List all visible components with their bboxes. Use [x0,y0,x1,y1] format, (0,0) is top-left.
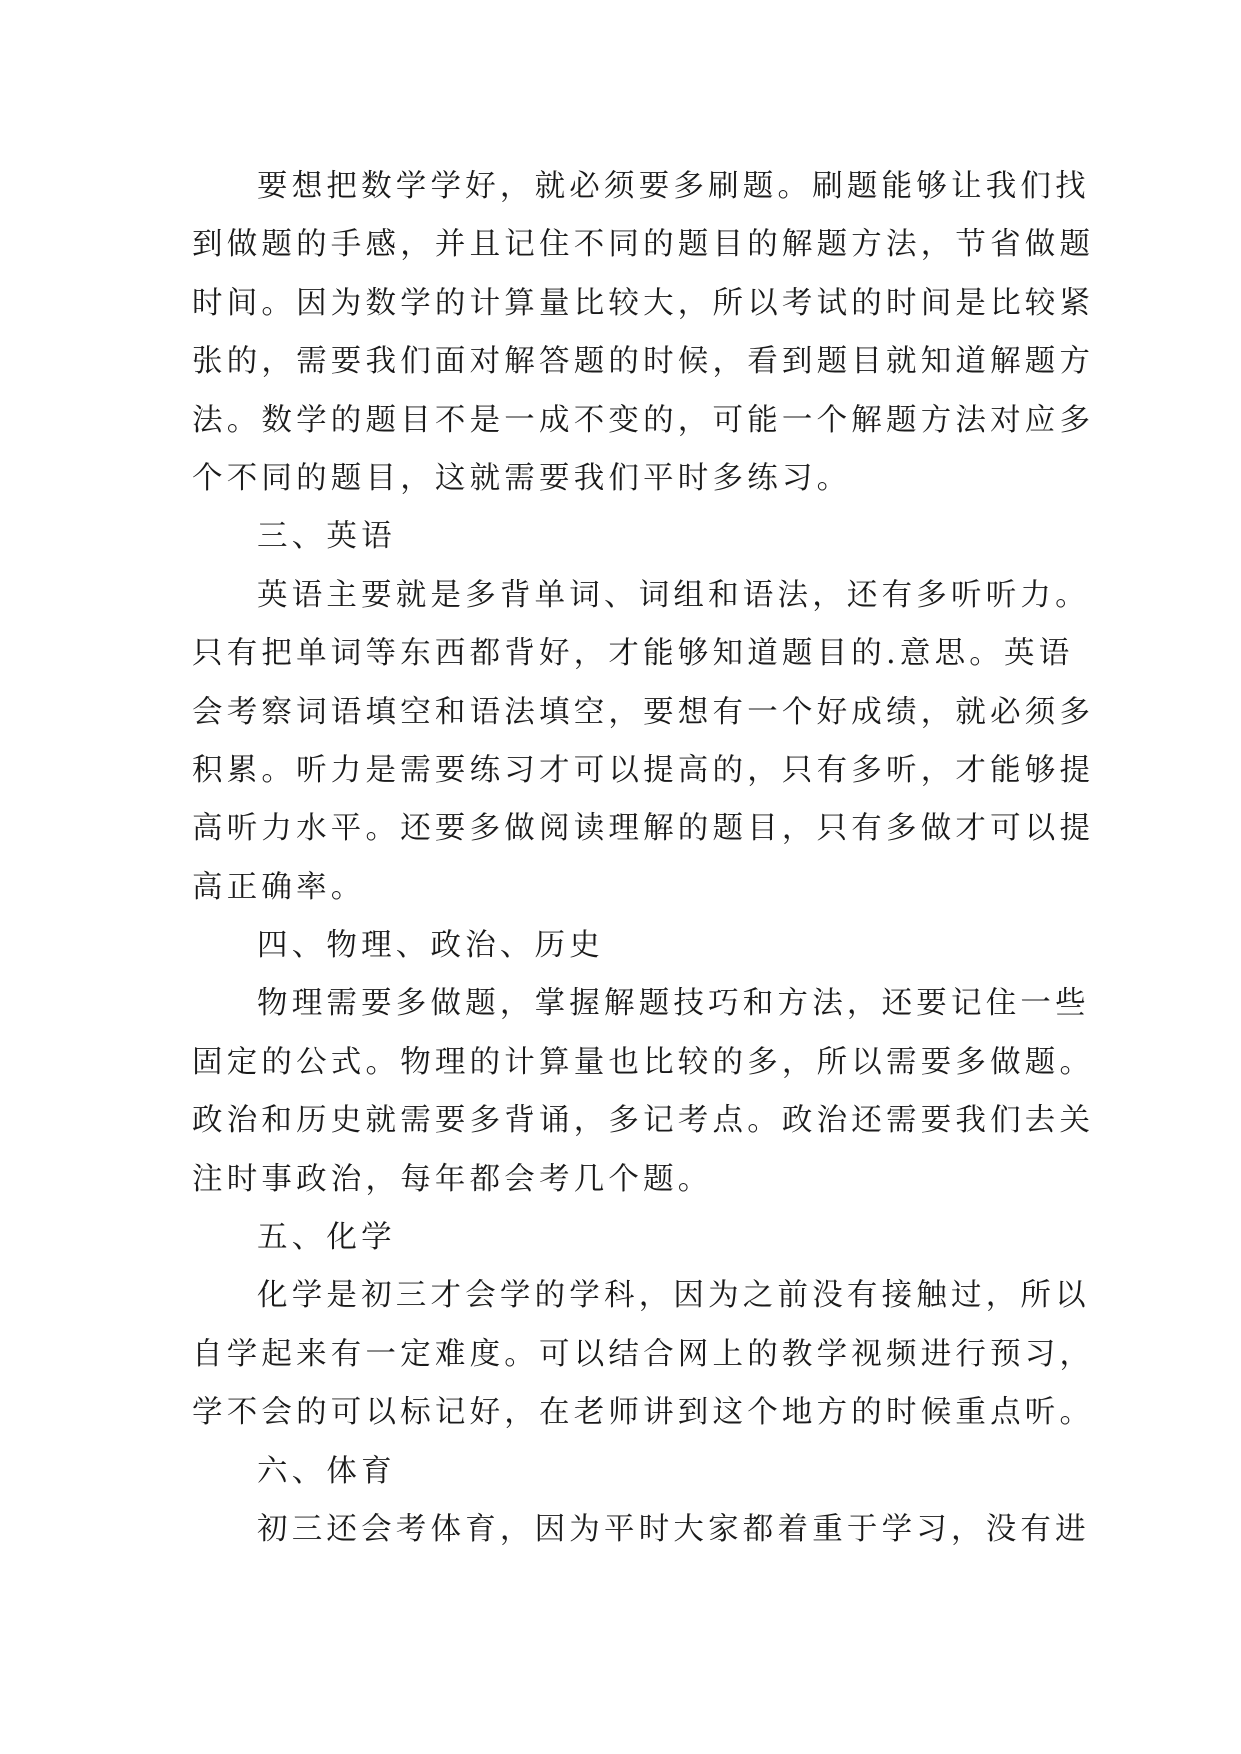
paragraph-line: 高正确率。 [192,869,366,905]
section-heading: 五、化学 [257,1220,396,1256]
paragraph-line: 学不会的可以标记好，在老师讲到这个地方的时候重点听。 [192,1395,1095,1431]
paragraph-line: 英语主要就是多背单词、词组和语法，还有多听听力。 [257,577,1090,613]
section-heading: 六、体育 [257,1453,396,1489]
document-body [192,158,1095,1559]
paragraph-line: 物理需要多做题，掌握解题技巧和方法，还要记住一些 [257,986,1090,1022]
paragraph-line: 固定的公式。物理的计算量也比较的多，所以需要多做题。 [192,1044,1095,1080]
paragraph-line: 政治和历史就需要多背诵，多记考点。政治还需要我们去关 [192,1103,1095,1139]
section-heading: 三、英语 [257,519,396,555]
paragraph-line: 要想把数学学好，就必须要多刷题。刷题能够让我们找 [257,169,1090,204]
paragraph-line: 张的，需要我们面对解答题的时候，看到题目就知道解题方 [192,344,1095,380]
paragraph-line: 注时事政治，每年都会考几个题。 [192,1161,713,1197]
paragraph-line: 高听力水平。还要多做阅读理解的题目，只有多做才可以提 [192,811,1095,847]
paragraph-line: 初三还会考体育，因为平时大家都着重于学习，没有进 [257,1511,1090,1547]
paragraph-line: 只有把单词等东西都背好，才能够知道题目的.意思。英语 [192,636,1074,672]
paragraph-line: 到做题的手感，并且记住不同的题目的解题方法，节省做题 [192,227,1095,263]
paragraph-line: 化学是初三才会学的学科，因为之前没有接触过，所以 [257,1278,1090,1314]
paragraph-line: 会考察词语填空和语法填空，要想有一个好成绩，就必须多 [192,694,1095,730]
paragraph-line: 时间。因为数学的计算量比较大，所以考试的时间是比较紧 [192,285,1095,321]
paragraph-line: 积累。听力是需要练习才可以提高的，只有多听，才能够提 [192,752,1095,788]
paragraph-line: 个不同的题目，这就需要我们平时多练习。 [192,460,852,496]
paragraph-line: 法。数学的题目不是一成不变的，可能一个解题方法对应多 [192,402,1095,438]
paragraph-line: 自学起来有一定难度。可以结合网上的教学视频进行预习， [192,1336,1095,1372]
section-heading: 四、物理、政治、历史 [257,928,604,964]
